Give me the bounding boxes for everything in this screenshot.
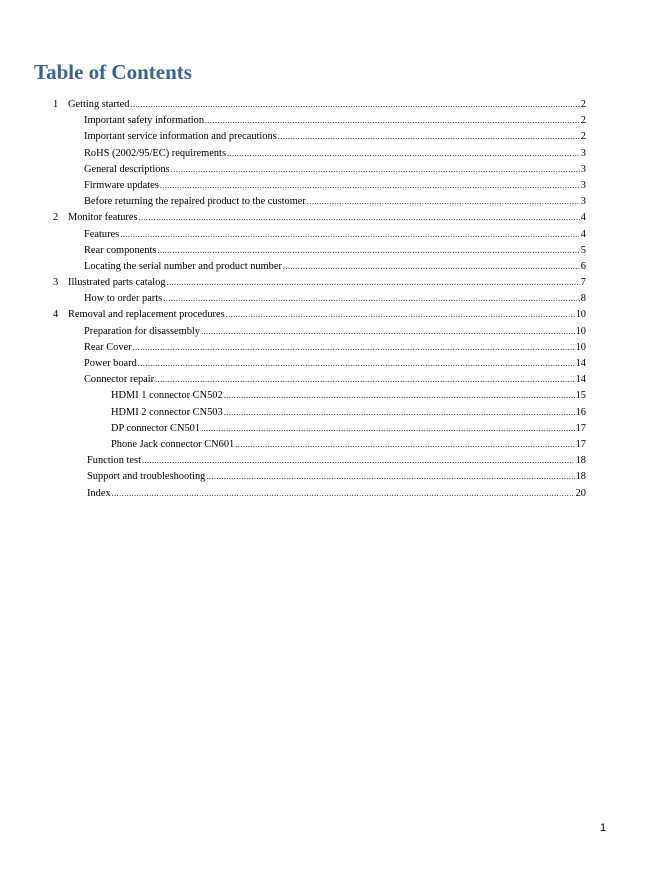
toc-entry-label[interactable]: Before returning the repaired product to the customer (84, 196, 306, 208)
toc-entry-label[interactable]: Removal and replacement procedures (68, 309, 225, 321)
toc-entry[interactable] (0, 275, 662, 291)
toc-entry-label[interactable]: Important service information and precautions (84, 131, 277, 143)
toc-entry-page[interactable]: 17 (575, 422, 586, 434)
toc-entry-label[interactable]: Monitor features (68, 212, 138, 224)
dot-leader (157, 243, 579, 259)
toc-entry[interactable] (0, 162, 662, 178)
toc-entry-label[interactable]: Important safety information (84, 115, 205, 127)
toc-entry[interactable] (0, 340, 662, 356)
toc-entry[interactable] (0, 113, 662, 129)
toc-entry-label[interactable]: Rear components (84, 244, 157, 256)
toc-entry-label[interactable]: RoHS (2002/95/EC) requirements (84, 147, 226, 159)
dot-leader (201, 324, 575, 340)
dot-leader (160, 178, 580, 194)
toc-entry-number: 4 (53, 309, 59, 321)
toc-entry[interactable] (0, 469, 662, 485)
toc-entry-label[interactable]: Rear Cover (84, 341, 132, 353)
toc-entry-page[interactable]: 16 (575, 406, 586, 418)
toc-entry[interactable] (0, 178, 662, 194)
dot-leader (171, 162, 580, 178)
toc-entry-page[interactable]: 3 (580, 163, 586, 175)
toc-entry-page[interactable]: 14 (575, 374, 586, 386)
toc-entry-label[interactable]: Locating the serial number and product number (84, 260, 282, 272)
toc-entry-label[interactable]: Support and troubleshooting (87, 471, 206, 483)
toc-entry[interactable] (0, 129, 662, 145)
dot-leader (235, 437, 574, 453)
toc-entry[interactable] (0, 291, 662, 307)
dot-leader (224, 388, 575, 404)
toc-entry-page[interactable]: 3 (580, 147, 586, 159)
toc-entry-label[interactable]: Power board (84, 358, 137, 369)
toc-entry-label[interactable]: DP connector CN501 (111, 422, 201, 434)
toc-entry-page[interactable]: 17 (575, 438, 586, 450)
dot-leader (138, 356, 575, 372)
toc-entry-label[interactable]: HDMI 1 connector CN502 (111, 390, 223, 402)
toc-entry-label[interactable]: General descriptions (84, 163, 170, 175)
dot-leader (167, 275, 580, 291)
toc-entry-page[interactable]: 2 (580, 131, 586, 143)
dot-leader (205, 113, 580, 129)
toc-entry[interactable] (0, 453, 662, 469)
dot-leader (206, 469, 574, 485)
toc-entry-page[interactable]: 10 (575, 309, 586, 321)
dot-leader (227, 146, 580, 162)
toc-entry-page[interactable]: 3 (580, 179, 586, 191)
dot-leader (155, 372, 575, 388)
toc-list (0, 97, 662, 502)
toc-entry-page[interactable]: 5 (580, 244, 586, 256)
toc-entry-label[interactable]: HDMI 2 connector CN503 (111, 406, 223, 418)
toc-entry[interactable] (0, 210, 662, 226)
toc-entry-label[interactable]: Connector repair (84, 374, 155, 386)
page-number: 1 (600, 822, 607, 834)
dot-leader (133, 340, 575, 356)
toc-entry-page[interactable]: 7 (580, 277, 586, 289)
toc-entry[interactable] (0, 405, 662, 421)
toc-entry[interactable] (0, 388, 662, 404)
dot-leader (224, 405, 575, 421)
toc-entry[interactable] (0, 307, 662, 323)
toc-entry-label[interactable]: Illustrated parts catalog (68, 277, 166, 289)
toc-entry-number: 1 (53, 99, 59, 110)
toc-entry-label[interactable]: Features (84, 228, 120, 240)
toc-entry-page[interactable]: 10 (575, 325, 586, 337)
toc-entry[interactable] (0, 146, 662, 162)
toc-entry[interactable] (0, 259, 662, 275)
toc-entry[interactable] (0, 194, 662, 210)
toc-entry[interactable] (0, 97, 662, 113)
dot-leader (120, 227, 580, 243)
toc-entry[interactable] (0, 486, 662, 502)
toc-entry-page[interactable]: 14 (575, 358, 586, 369)
toc-entry-page[interactable]: 4 (580, 228, 586, 240)
toc-entry-label[interactable]: Firmware updates (84, 179, 159, 191)
dot-leader (130, 97, 579, 113)
toc-entry[interactable] (0, 437, 662, 453)
toc-entry-label[interactable]: Getting started (68, 99, 130, 110)
dot-leader (278, 129, 580, 145)
toc-entry[interactable] (0, 243, 662, 259)
toc-entry-page[interactable]: 15 (575, 390, 586, 402)
toc-entry-page[interactable]: 20 (575, 487, 586, 499)
dot-leader (283, 259, 580, 275)
toc-entry[interactable] (0, 356, 662, 372)
dot-leader (201, 421, 575, 437)
toc-entry-label[interactable]: Preparation for disassembly (84, 325, 201, 337)
page-title: Table of Contents (34, 60, 192, 84)
toc-entry-page[interactable]: 10 (575, 341, 586, 353)
toc-entry-page[interactable]: 3 (580, 196, 586, 208)
toc-entry-label[interactable]: How to order parts (84, 293, 163, 305)
toc-entry[interactable] (0, 227, 662, 243)
toc-entry-label[interactable]: Index (87, 487, 111, 499)
toc-entry[interactable] (0, 324, 662, 340)
dot-leader (307, 194, 580, 210)
toc-entry-label[interactable]: Function test (87, 455, 141, 467)
toc-entry-page[interactable]: 6 (580, 260, 586, 272)
toc-entry-page[interactable]: 18 (575, 471, 586, 483)
dot-leader (163, 291, 580, 307)
dot-leader (226, 307, 575, 323)
toc-entry-label[interactable]: Phone Jack connector CN601 (111, 438, 235, 450)
toc-entry[interactable] (0, 372, 662, 388)
dot-leader (142, 453, 575, 469)
toc-entry[interactable] (0, 421, 662, 437)
toc-entry-page[interactable]: 8 (580, 293, 586, 305)
toc-entry-number: 3 (53, 277, 59, 289)
toc-entry-page[interactable]: 2 (580, 99, 586, 110)
toc-entry-page[interactable]: 4 (580, 212, 586, 224)
dot-leader (139, 210, 580, 226)
toc-entry-page[interactable]: 2 (580, 115, 586, 127)
dot-leader (112, 486, 575, 502)
toc-entry-page[interactable]: 18 (575, 455, 586, 467)
toc-entry-number: 2 (53, 212, 59, 224)
